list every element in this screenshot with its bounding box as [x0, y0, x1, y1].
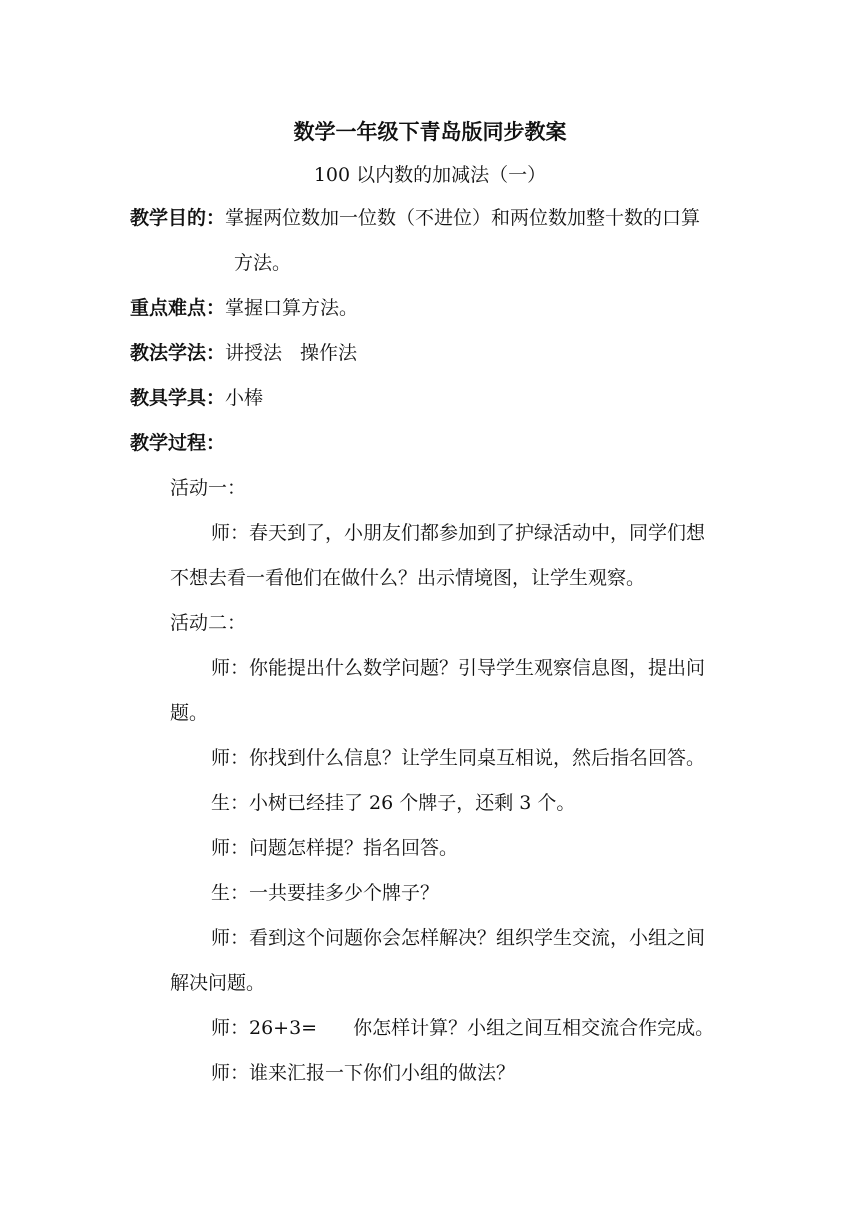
methods-item1: 讲授法 [225, 342, 283, 364]
methods-item2: 操作法 [300, 342, 358, 364]
activity2-paragraph1-line2: 题。 [170, 702, 209, 724]
activity2-paragraph4: 师：问题怎样提？指名回答。 [211, 837, 459, 859]
key-points-text: 掌握口算方法。 [225, 297, 359, 319]
activity2-paragraph3: 生：小树已经挂了 26 个牌子，还剩 3 个。 [211, 792, 576, 814]
methods-row [130, 341, 357, 365]
document-subtitle: 100 以内数的加减法（一） [313, 164, 547, 186]
activity2-paragraph2: 师：你找到什么信息？让学生同桌互相说，然后指名回答。 [211, 747, 706, 769]
activity2-paragraph5: 生：一共要挂多少个牌子？ [211, 882, 440, 904]
tools-label: 教具学具： [130, 387, 226, 409]
key-points-row [130, 296, 358, 320]
methods-label: 教法学法： [130, 342, 226, 364]
activity2-paragraph8: 师：谁来汇报一下你们小组的做法？ [211, 1062, 516, 1084]
activity2-paragraph7-question: 你怎样计算？小组之间互相交流合作完成。 [353, 1017, 715, 1039]
activity2-paragraph7-equation: 师：26+3= [211, 1017, 318, 1039]
activity1-paragraph-line2: 不想去看一看他们在做什么？出示情境图，让学生观察。 [170, 567, 646, 589]
goal-text-line2: 方法。 [234, 252, 292, 274]
activity1-paragraph-line1: 师：春天到了，小朋友们都参加到了护绿活动中，同学们想 [211, 522, 706, 544]
activity2-paragraph6-line1: 师：看到这个问题你会怎样解决？组织学生交流，小组之间 [211, 927, 706, 949]
goal-label: 教学目的： [130, 207, 226, 229]
goal-row [130, 206, 700, 230]
key-points-label: 重点难点： [130, 297, 226, 319]
process-row [130, 431, 225, 455]
document-title: 数学一年级下青岛版同步教案 [293, 120, 567, 144]
activity2-paragraph6-line2: 解决问题。 [170, 972, 266, 994]
tools-text: 小棒 [225, 387, 264, 409]
activity1-heading: 活动一： [170, 477, 247, 499]
tools-row [130, 386, 263, 410]
activity2-paragraph7 [211, 1016, 714, 1040]
goal-text-line1: 掌握两位数加一位数（不进位）和两位数加整十数的口算 [225, 207, 701, 229]
activity2-paragraph1-line1: 师：你能提出什么数学问题？引导学生观察信息图，提出问 [211, 657, 706, 679]
process-label: 教学过程： [130, 432, 226, 454]
activity2-heading: 活动二： [170, 612, 247, 634]
